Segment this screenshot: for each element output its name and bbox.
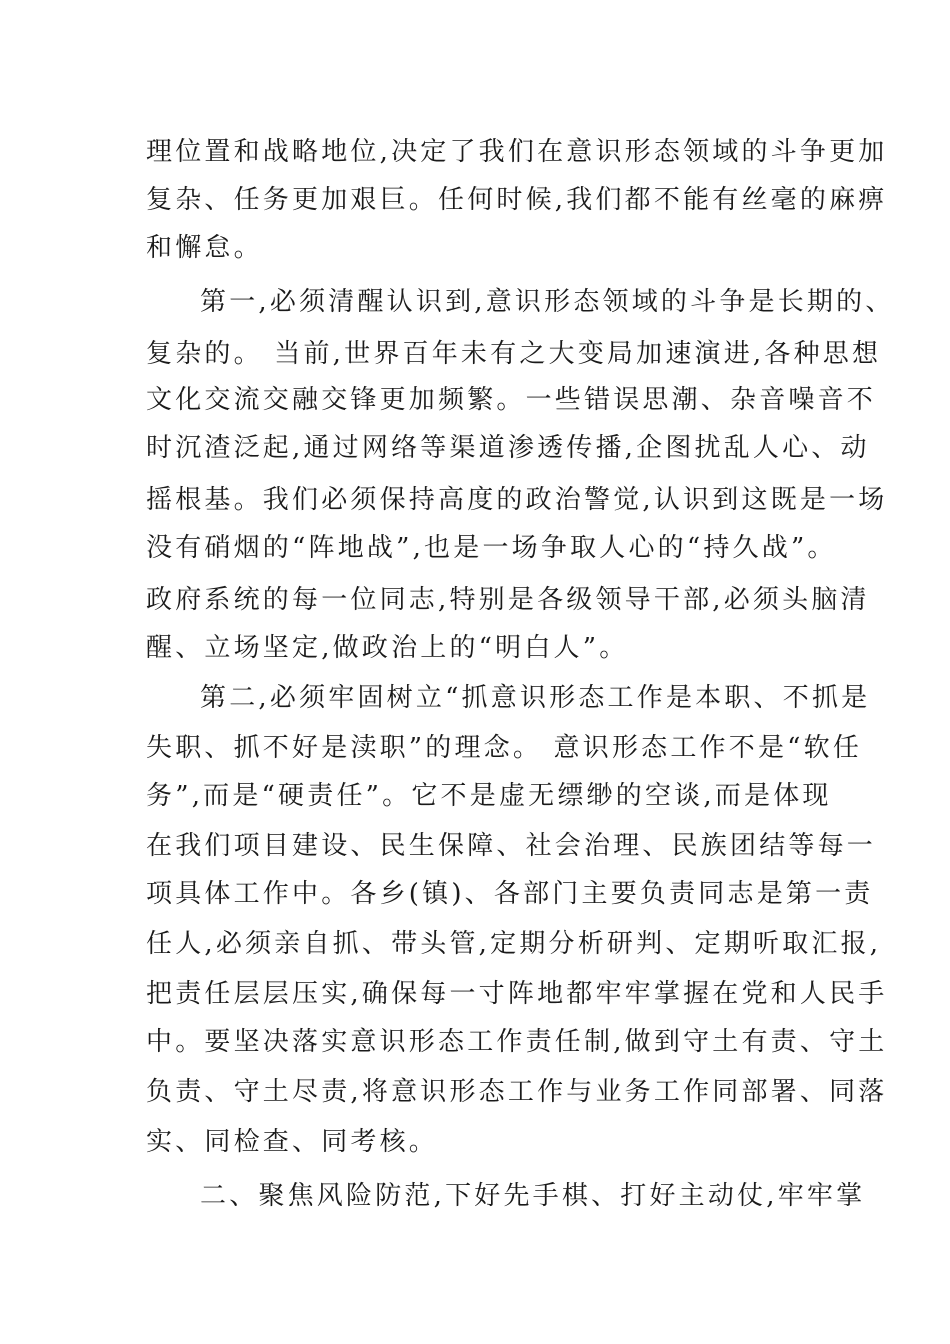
text-line: 实、同检查、同考核。: [146, 1127, 439, 1157]
text-line: 时沉渣泛起,通过网络等渠道渗透传播,企图扰乱人心、动: [146, 433, 870, 463]
text-line: 醒、立场坚定,做政治上的“明白人”。: [146, 633, 629, 663]
text-line: 把责任层层压实,确保每一寸阵地都牢牢掌握在党和人民手: [146, 979, 888, 1009]
text-line: 在我们项目建设、民生保障、社会治理、民族团结等每一: [146, 831, 877, 861]
text-line: 第一,必须清醒认识到,意识形态领域的斗争是长期的、: [200, 287, 895, 317]
text-line: 务”,而是“硬责任”。它不是虚无缥缈的空谈,而是体现: [146, 781, 832, 811]
text-line: 复杂的。 当前,世界百年未有之大变局加速演进,各种思想: [146, 339, 882, 369]
text-line: 任人,必须亲自抓、带头管,定期分析研判、定期听取汇报,: [146, 929, 882, 959]
text-line: 二、聚焦风险防范,下好先手棋、打好主动仗,牢牢掌: [200, 1181, 866, 1211]
text-line: 中。要坚决落实意识形态工作责任制,做到守土有责、守土: [146, 1027, 888, 1057]
text-line: 理位置和战略地位,决定了我们在意识形态领域的斗争更加: [146, 137, 888, 167]
text-line: 和懈怠。: [146, 233, 263, 263]
text-line: 文化交流交融交锋更加频繁。一些错误思潮、杂音噪音不: [146, 385, 877, 415]
text-line: 没有硝烟的“阵地战”,也是一场争取人心的“持久战”。: [146, 533, 837, 563]
text-line: 第二,必须牢固树立“抓意识形态工作是本职、不抓是: [200, 683, 871, 713]
text-line: 失职、抓不好是渎职”的理念。 意识形态工作不是“软任: [146, 733, 863, 763]
text-line: 摇根基。我们必须保持高度的政治警觉,认识到这既是一场: [146, 485, 888, 515]
text-line: 政府系统的每一位同志,特别是各级领导干部,必须头脑清: [146, 585, 870, 615]
text-line: 复杂、任务更加艰巨。任何时候,我们都不能有丝毫的麻痹: [146, 185, 888, 215]
text-line: 负责、守土尽责,将意识形态工作与业务工作同部署、同落: [146, 1077, 888, 1107]
text-line: 项具体工作中。各乡(镇)、各部门主要负责同志是第一责: [146, 879, 874, 909]
